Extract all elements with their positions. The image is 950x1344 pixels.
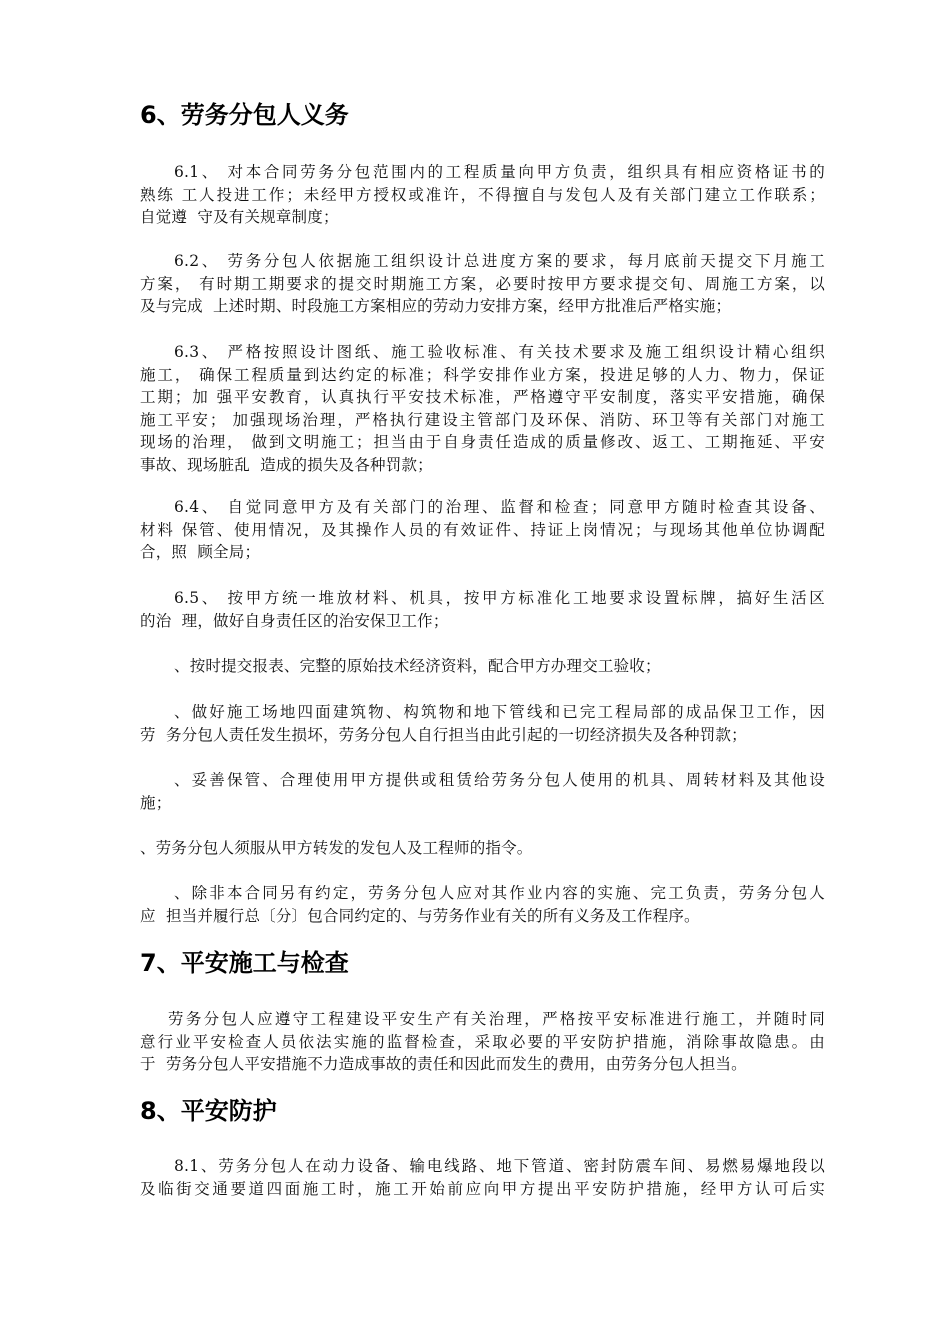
clause-8-1-line-1: 8.1、劳务分包人在动力设备、输电线路、地下管道、密封防震车间、易燃易爆地段以 <box>174 1157 825 1175</box>
clause-6-5 <box>140 587 825 632</box>
clause-6-4-line-2: 材料 保管、使用情况，及其操作人员的有效证件、持证上岗情况；与现场其他单位协调配 <box>140 520 825 539</box>
clause-6-1-line-2: 熟练 工人投进工作；未经甲方授权或准许，不得擅自与发包人及有关部门建立工作联系； <box>140 185 825 204</box>
section-7-paragraph <box>140 1008 825 1076</box>
clause-6-1 <box>140 161 825 229</box>
clause-6-5-line-1: 6.5、 按甲方统一堆放材料、机具，按甲方标准化工地要求设置标牌，搞好生活区 <box>174 589 825 607</box>
section-6-heading: 6、劳务分包人义务 <box>140 101 349 129</box>
clause-6-3-line-3: 工期；加 强平安教育，认真执行平安技术标准，严格遵守平安制度，落实平安措施，确保 <box>140 388 825 406</box>
clause-6-3-line-5: 现场的治理， 做到文明施工；担当由于自身责任造成的质量修改、返工、工期拖延、平安 <box>140 433 825 451</box>
clause-6-2-line-1: 6.2、 劳务分包人依据施工组织设计总进度方案的要求，每月底前天提交下月施工 <box>174 252 825 270</box>
clause-8-1 <box>140 1155 825 1200</box>
section-8-heading: 8、平安防护 <box>140 1097 277 1125</box>
clause-6-10 <box>140 882 825 927</box>
clause-6-10-line-1: 、除非本合同另有约定，劳务分包人应对其作业内容的实施、完工负责，劳务分包人 <box>174 884 825 902</box>
section-7-line-1: 劳务分包人应遵守工程建设平安生产有关治理，严格按平安标准进行施工，并随时同 <box>168 1010 825 1028</box>
clause-6-9 <box>140 837 825 860</box>
clause-6-7-line-1: 、做好施工场地四面建筑物、构筑物和地下管线和已完工程局部的成品保卫工作，因 <box>174 703 825 721</box>
clause-6-9-line-1: 、劳务分包人须服从甲方转发的发包人及工程师的指令。 <box>140 839 533 857</box>
clause-6-2-line-3: 及与完成 上述时期、时段施工方案相应的劳动力安排方案，经甲方批准后严格实施； <box>140 297 732 315</box>
clause-6-3 <box>140 341 825 476</box>
clause-6-6-line-1: 、按时提交报表、完整的原始技术经济资料，配合甲方办理交工验收； <box>174 657 661 675</box>
clause-6-7-line-2: 劳 务分包人责任发生损坏，劳务分包人自行担当由此引起的一切经济损失及各种罚款； <box>140 725 747 744</box>
clause-6-8 <box>140 769 825 814</box>
clause-6-4 <box>140 496 825 564</box>
clause-6-6 <box>140 655 825 678</box>
clause-6-8-line-1: 、妥善保管、合理使用甲方提供或租赁给劳务分包人使用的机具、周转材料及其他设 <box>174 771 825 789</box>
clause-6-3-line-6: 事故、现场脏乱 造成的损失及各种罚款； <box>140 455 433 474</box>
clause-6-4-line-1: 6.4、 自觉同意甲方及有关部门的治理、监督和检查；同意甲方随时检查其设备、 <box>174 498 825 516</box>
clause-6-3-line-2: 施工， 确保工程质量到达约定的标准；科学安排作业方案，投进足够的人力、物力，保证 <box>140 365 825 384</box>
clause-6-3-line-4: 施工平安； 加强现场治理，严格执行建设主管部门及环保、消防、环卫等有关部门对施工 <box>140 410 825 429</box>
clause-6-5-line-2: 的治 理，做好自身责任区的治安保卫工作； <box>140 611 449 630</box>
clause-6-2-line-2: 方案， 有时期工期要求的提交时期施工方案，必要时按甲方要求提交旬、周施工方案，以 <box>140 274 825 293</box>
clause-6-8-line-2: 施； <box>140 793 172 812</box>
clause-6-1-line-3: 自觉遵 守及有关规章制度； <box>140 208 339 226</box>
clause-6-7 <box>140 701 825 746</box>
clause-6-2 <box>140 250 825 318</box>
clause-6-1-line-1: 6.1、 对本合同劳务分包范围内的工程质量向甲方负责，组织具有相应资格证书的 <box>174 163 825 181</box>
clause-8-1-line-2: 及临街交通要道四面施工时，施工开始前应向甲方提出平安防护措施，经甲方认可后实 <box>140 1179 825 1198</box>
section-7-line-3: 于 劳务分包人平安措施不力造成事故的责任和因此而发生的费用，由劳务分包人担当。 <box>140 1055 747 1073</box>
clause-6-3-line-1: 6.3、 严格按照设计图纸、施工验收标准、有关技术要求及施工组织设计精心组织 <box>174 343 825 361</box>
clause-6-10-line-2: 应 担当并履行总〔分〕包合同约定的、与劳务作业有关的所有义务及工作程序。 <box>140 906 700 925</box>
section-7-line-2: 意行业平安检查人员依法实施的监督检查，采取必要的平安防护措施，消除事故隐患。由 <box>140 1032 825 1051</box>
section-7-heading: 7、平安施工与检查 <box>140 949 349 977</box>
clause-6-4-line-3: 合，照 顾全局； <box>140 543 261 561</box>
